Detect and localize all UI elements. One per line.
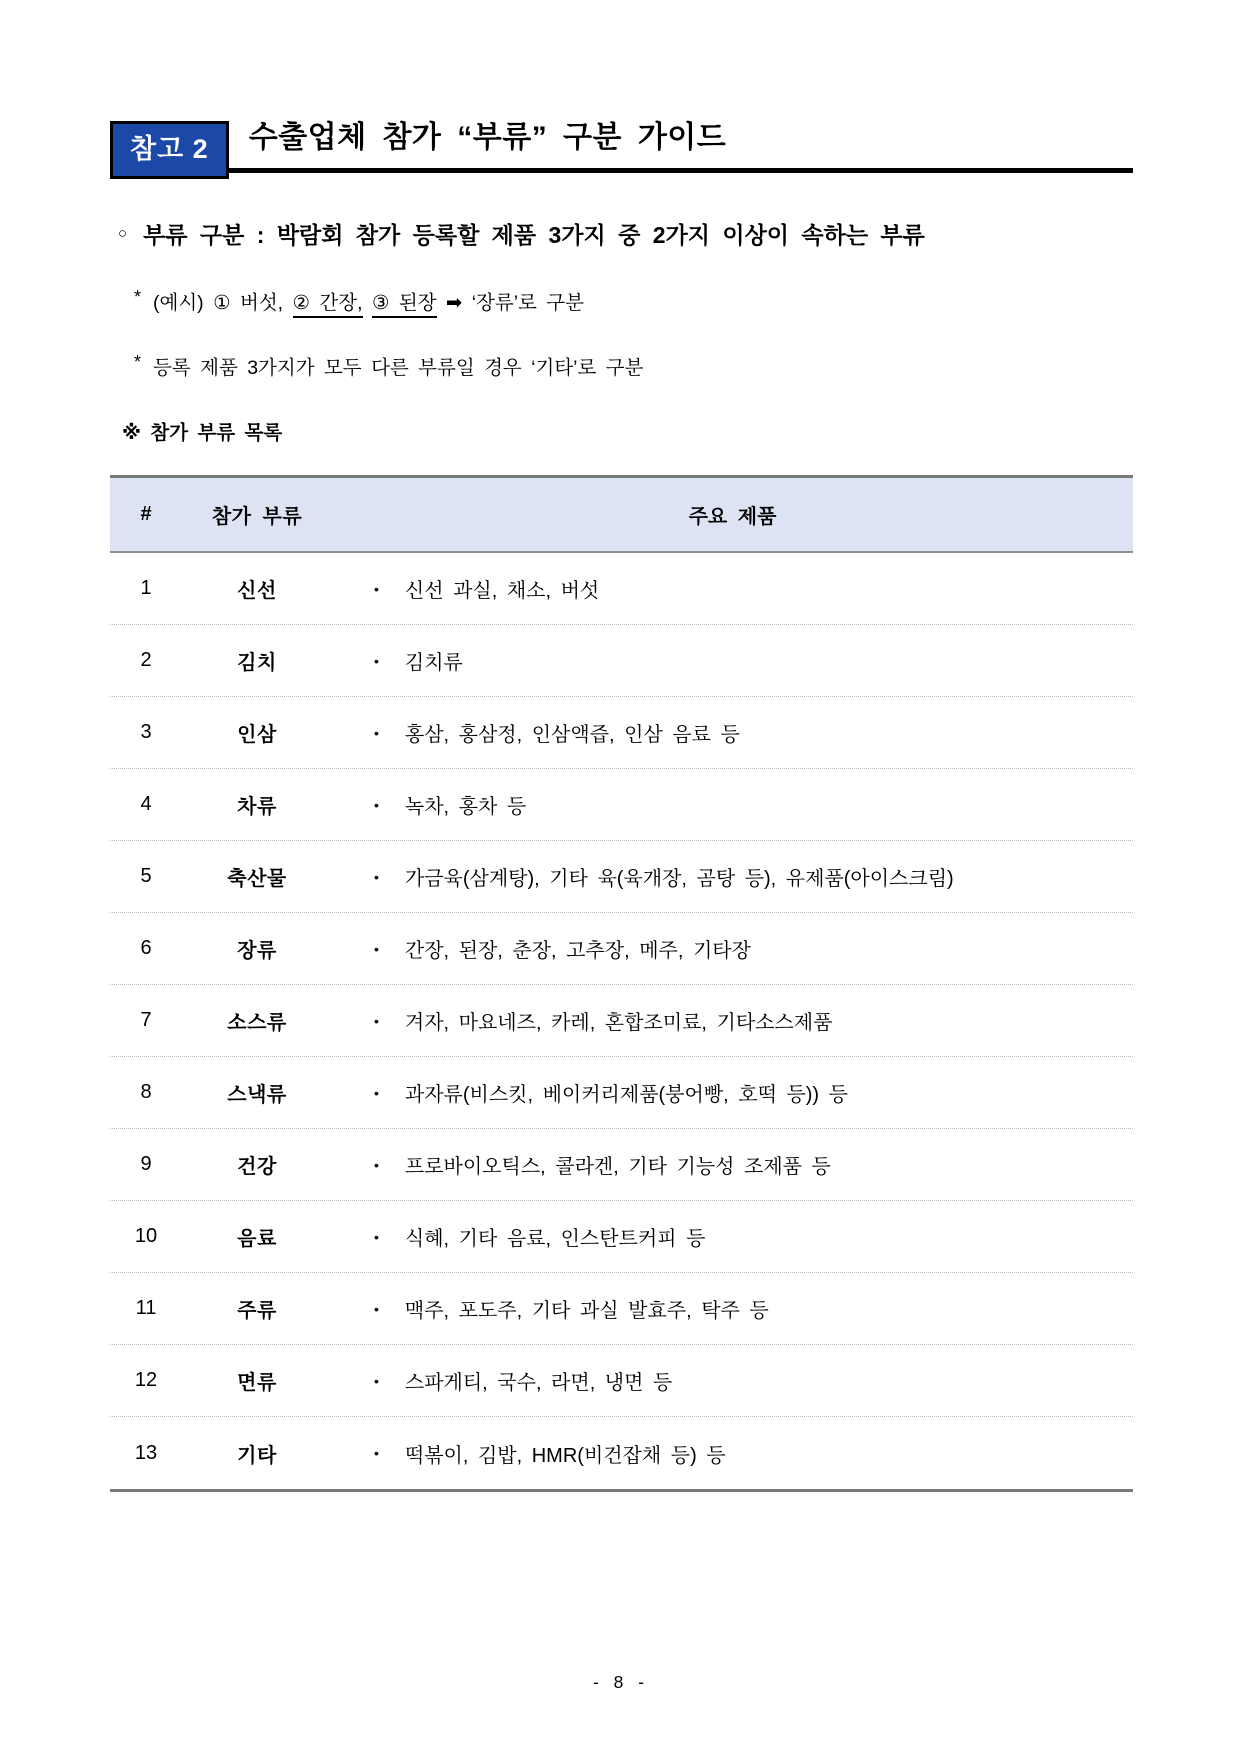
row-number: 6 — [140, 937, 152, 959]
row-category: 신선 — [237, 580, 277, 602]
bullet-icon: • — [374, 1084, 379, 1101]
row-products-text: 떡볶이, 김밥, HMR(비건잡채 등) 등 — [404, 1444, 726, 1467]
row-category: 스낵류 — [227, 1084, 287, 1106]
row-category: 차류 — [237, 796, 277, 818]
row-number: 11 — [135, 1297, 157, 1319]
column-header-products: 주요 제품 — [688, 506, 777, 528]
table-row — [110, 1417, 1133, 1489]
bullet-icon: • — [374, 796, 379, 813]
bullet-icon: • — [374, 868, 379, 885]
bullet-icon: • — [374, 724, 379, 741]
document-page — [110, 112, 1133, 1492]
bullet-icon: • — [374, 1372, 379, 1389]
reference-badge: 참고 2 — [110, 121, 229, 179]
row-number: 9 — [140, 1153, 152, 1175]
title-underline — [229, 112, 1133, 173]
column-header-category: 참가 부류 — [211, 506, 303, 528]
row-category: 면류 — [237, 1372, 277, 1394]
bullet-icon: • — [374, 1445, 379, 1461]
row-category: 건강 — [237, 1156, 277, 1178]
row-products — [332, 1222, 1133, 1251]
row-number: 12 — [134, 1369, 158, 1391]
example-result: ➡ ‘장류’로 구분 — [436, 292, 584, 314]
row-products — [332, 1006, 1133, 1035]
row-category: 인삼 — [237, 724, 277, 746]
example-underlined-doenjang: ③ 된장 — [372, 292, 437, 318]
example-underlined-soy: ② 간장, — [293, 292, 363, 318]
row-products-text: 신선 과실, 채소, 버섯 — [404, 580, 600, 602]
row-number: 3 — [140, 721, 152, 743]
asterisk-marker: * — [134, 287, 142, 307]
row-products-text: 가금육(삼계탕), 기타 육(육개장, 곰탕 등), 유제품(아이스크림) — [404, 868, 954, 890]
category-definition-heading — [118, 217, 1133, 250]
row-number: 2 — [140, 649, 152, 671]
table-row — [110, 1201, 1133, 1273]
category-table-body — [110, 553, 1133, 1489]
row-category: 김치 — [237, 652, 277, 674]
row-category: 음료 — [237, 1228, 277, 1250]
bullet-icon: • — [374, 1300, 379, 1317]
row-products-text: 겨자, 마요네즈, 카레, 혼합조미료, 기타소스제품 — [404, 1012, 833, 1034]
row-number: 8 — [140, 1081, 152, 1103]
column-header-number: # — [140, 503, 152, 525]
bullet-icon: • — [374, 580, 379, 597]
table-row — [110, 1273, 1133, 1345]
bullet-icon: • — [374, 940, 379, 957]
category-table-header — [110, 475, 1133, 553]
table-row — [110, 1129, 1133, 1201]
example-prefix: (예시) ① 버섯, — [153, 292, 293, 314]
bullet-icon: • — [374, 1228, 379, 1245]
table-row — [110, 769, 1133, 841]
row-products — [332, 718, 1133, 747]
row-category: 장류 — [237, 940, 277, 962]
row-products-text: 식혜, 기타 음료, 인스탄트커피 등 — [404, 1228, 706, 1250]
table-row — [110, 553, 1133, 625]
row-category: 축산물 — [227, 868, 287, 890]
row-category: 소스류 — [227, 1012, 287, 1034]
table-row — [110, 985, 1133, 1057]
row-products — [332, 1439, 1133, 1468]
bullet-icon: • — [374, 652, 379, 669]
category-list-label: ※ 참가 부류 목록 — [122, 422, 283, 444]
row-products — [332, 1150, 1133, 1179]
row-products — [332, 574, 1133, 603]
row-products-text: 맥주, 포도주, 기타 과실 발효주, 탁주 등 — [404, 1300, 769, 1322]
table-row — [110, 697, 1133, 769]
row-products — [332, 646, 1133, 675]
row-number: 4 — [140, 793, 152, 815]
row-products-text: 프로바이오틱스, 콜라겐, 기타 기능성 조제품 등 — [404, 1156, 831, 1178]
row-number: 10 — [134, 1225, 158, 1247]
row-products-text: 홍삼, 홍삼정, 인삼액즙, 인삼 음료 등 — [404, 724, 740, 746]
row-number: 1 — [140, 577, 152, 599]
row-products-text: 간장, 된장, 춘장, 고추장, 메주, 기타장 — [404, 940, 751, 962]
row-products — [332, 1078, 1133, 1107]
row-number: 13 — [134, 1441, 158, 1464]
row-products-text: 과자류(비스킷, 베이커리제품(붕어빵, 호떡 등)) 등 — [404, 1084, 848, 1106]
table-row — [110, 625, 1133, 697]
section-header — [110, 112, 1133, 173]
row-products-text: 스파게티, 국수, 라면, 냉면 등 — [404, 1372, 673, 1394]
row-category: 주류 — [237, 1300, 277, 1322]
table-row — [110, 913, 1133, 985]
bullet-icon: • — [374, 1012, 379, 1029]
category-table — [110, 475, 1133, 1492]
row-products — [332, 934, 1133, 963]
row-category: 기타 — [237, 1444, 277, 1467]
page-number: - 8 - — [592, 1672, 648, 1692]
row-products — [332, 790, 1133, 819]
table-row — [110, 1345, 1133, 1417]
row-number: 5 — [140, 865, 152, 887]
row-number: 7 — [140, 1009, 152, 1031]
row-products-text: 녹차, 홍차 등 — [404, 796, 527, 818]
circle-bullet-icon: ○ — [118, 225, 128, 242]
row-products — [332, 1366, 1133, 1395]
page-title: 수출업체 참가 “부류” 구분 가이드 — [248, 121, 727, 154]
table-row — [110, 1057, 1133, 1129]
row-products — [332, 1294, 1133, 1323]
other-category-text: 등록 제품 3가지가 모두 다른 부류일 경우 ‘기타’로 구분 — [153, 357, 644, 379]
category-definition-text: 부류 구분 : 박람회 참가 등록할 제품 3가지 중 2가지 이상이 속하는 부류 — [143, 222, 925, 248]
bullet-icon: • — [374, 1156, 379, 1173]
other-category-note — [134, 352, 1133, 380]
table-row — [110, 841, 1133, 913]
example-separator — [363, 292, 372, 314]
example-note — [134, 287, 1133, 315]
asterisk-marker: * — [134, 352, 142, 372]
row-products-text: 김치류 — [404, 652, 463, 674]
row-products — [332, 862, 1133, 891]
